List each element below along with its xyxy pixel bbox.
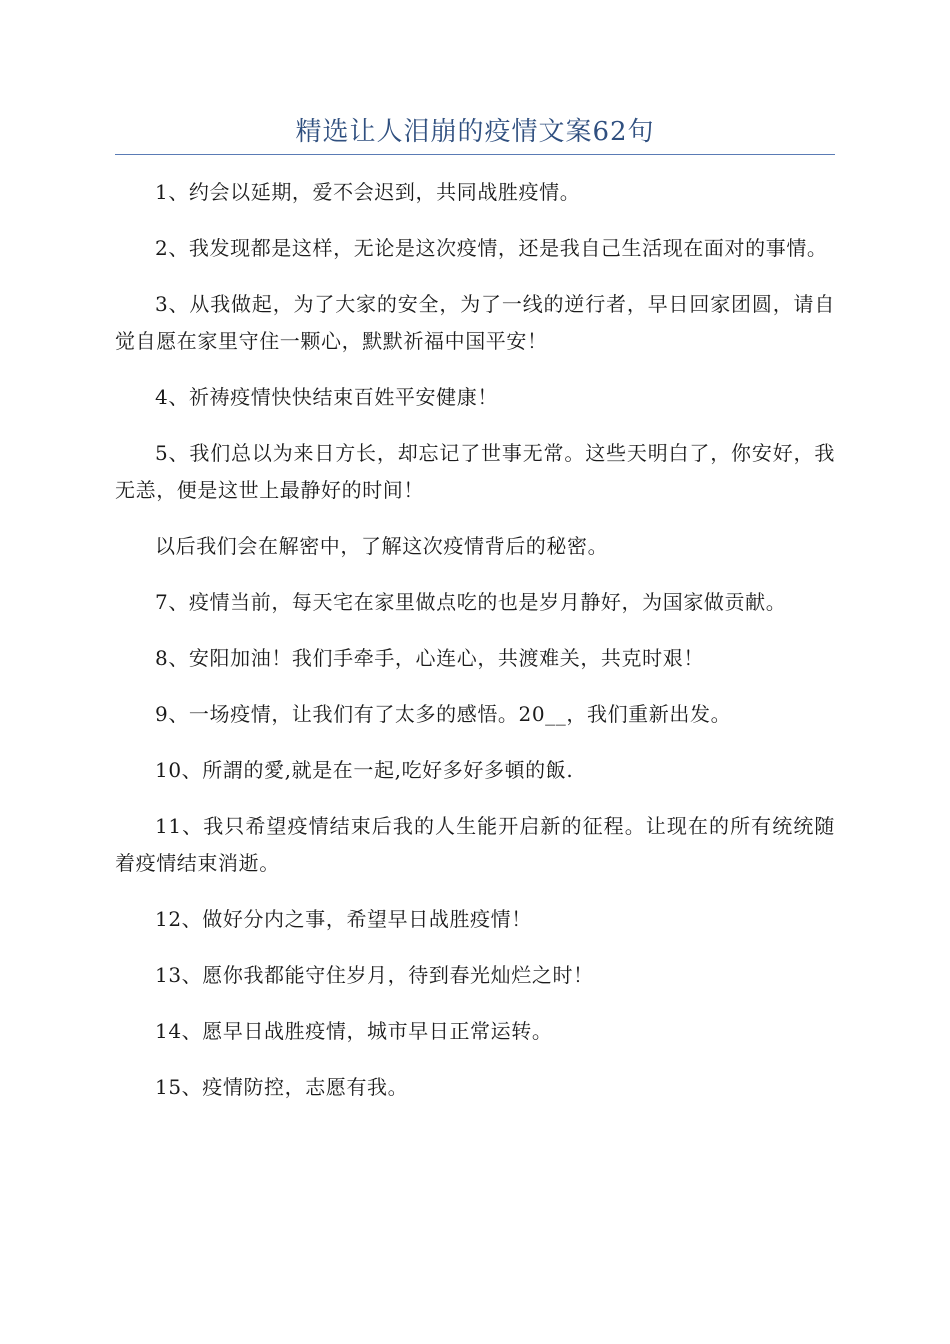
paragraph: 14、愿早日战胜疫情，城市早日正常运转。 <box>155 1019 553 1043</box>
paragraph: 以后我们会在解密中，了解这次疫情背后的秘密。 <box>155 534 609 558</box>
title-underline <box>115 154 835 155</box>
paragraph: 3、从我做起，为了大家的安全，为了一线的逆行者，早日回家团圆，请自觉自愿在家里守住一颗心，默默祈福中国平安！ <box>115 292 835 353</box>
paragraph: 11、我只希望疫情结束后我的人生能开启新的征程。让现在的所有统统随着疫情结束消逝。 <box>115 814 835 875</box>
paragraph: 1、约会以延期，爱不会迟到，共同战胜疫情。 <box>155 180 581 204</box>
paragraph: 10、所謂的愛,就是在一起,吃好多好多頓的飯. <box>155 758 574 782</box>
paragraph: 2、我发现都是这样，无论是这次疫情，还是我自己生活现在面对的事情。 <box>155 236 828 260</box>
document-body <box>115 174 835 1125</box>
paragraph: 13、愿你我都能守住岁月，待到春光灿烂之时！ <box>155 963 594 987</box>
paragraph: 5、我们总以为来日方长，却忘记了世事无常。这些天明白了，你安好，我无恙，便是这世上最静好的时间！ <box>115 441 835 502</box>
page-title: 精选让人泪崩的疫情文案62句 <box>295 117 655 147</box>
paragraph: 12、做好分内之事，希望早日战胜疫情！ <box>155 907 532 931</box>
paragraph: 8、安阳加油！我们手牵手，心连心，共渡难关，共克时艰！ <box>155 646 704 670</box>
paragraph: 4、祈祷疫情快快结束百姓平安健康！ <box>155 385 498 409</box>
paragraph: 9、一场疫情，让我们有了太多的感悟。20__，我们重新出发。 <box>155 702 732 726</box>
paragraph: 7、疫情当前，每天宅在家里做点吃的也是岁月静好，为国家做贡献。 <box>155 590 787 614</box>
paragraph: 15、疫情防控，志愿有我。 <box>155 1075 409 1099</box>
